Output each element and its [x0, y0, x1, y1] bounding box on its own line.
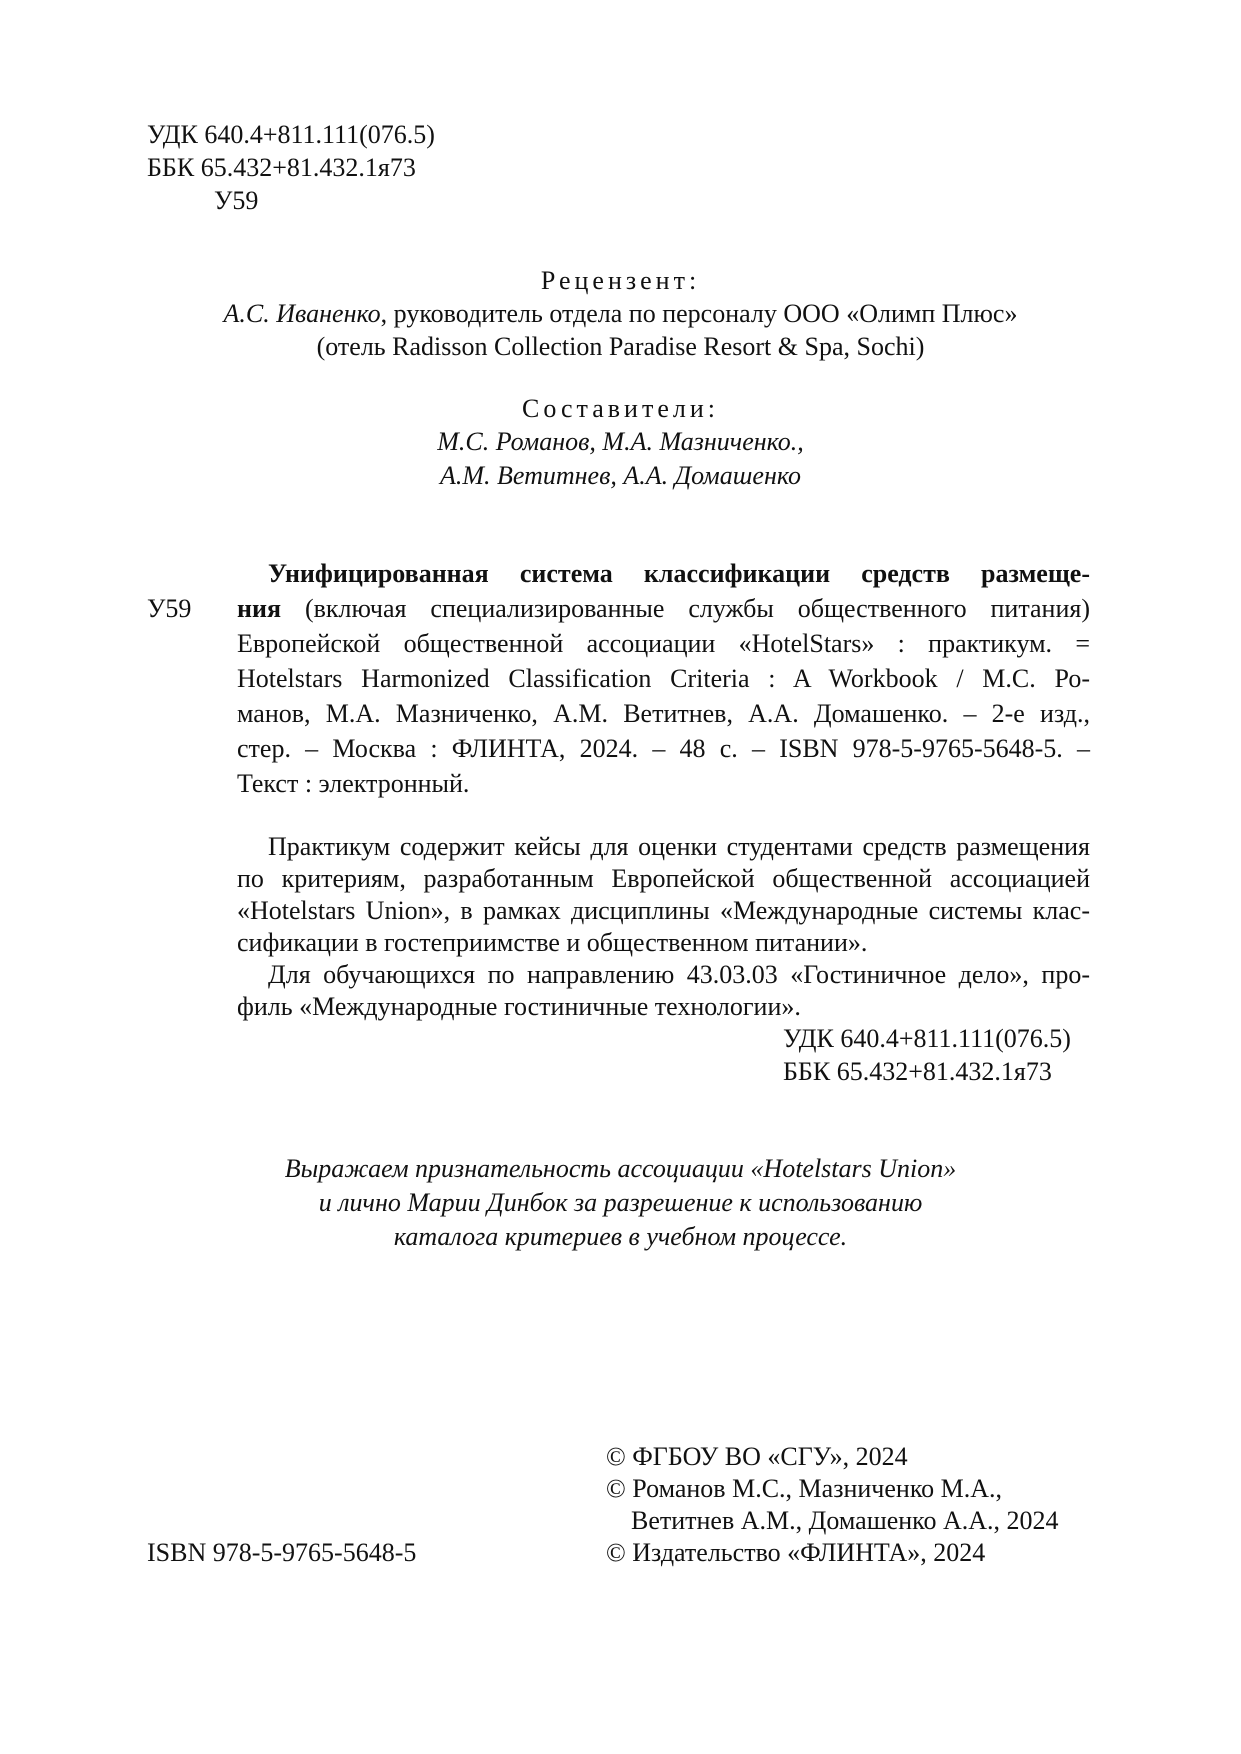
- reviewer-affiliation: (отель Radisson Collection Paradise Resort & Spa, Sochi): [316, 332, 925, 361]
- biblio-line6: стер. – Москва : ФЛИНТА, 2024. – 48 с. – ISBN 978-5-9765-5648-5. –: [237, 734, 1090, 763]
- annotation-line5: Для обучающихся по направлению 43.03.03 «Гостиничное дело», про-: [268, 960, 1090, 989]
- annotation: [237, 830, 1090, 1022]
- acknowledgement-line1: Выражаем признательность ассоциации «Hotelstars Union»: [284, 1154, 957, 1183]
- reviewer-position: , руководитель отдела по персоналу ООО «Олимп Плюс»: [380, 299, 1018, 328]
- copyright-line1: © ФГБОУ ВО «СГУ», 2024: [606, 1442, 908, 1471]
- annotation-udk: УДК 640.4+811.111(076.5): [783, 1024, 1071, 1053]
- udk-code: УДК 640.4+811.111(076.5): [147, 120, 435, 149]
- biblio-line5: манов, М.А. Мазниченко, А.М. Ветитнев, А.А. Домашенко. – 2-е изд.,: [237, 699, 1090, 728]
- annotation-codes: [783, 1022, 1071, 1088]
- biblio-line2-text: (включая специализированные службы общественного питания): [281, 594, 1090, 623]
- biblio-author-mark: У59: [147, 594, 192, 623]
- bibliographic-description: [237, 557, 1090, 802]
- copyright-line2: © Романов М.С., Мазниченко М.А.,: [606, 1474, 1003, 1503]
- reviewer-name: А.С. Иваненко: [223, 299, 381, 328]
- copyright-block: [606, 1440, 1059, 1568]
- compilers-heading: Составители:: [522, 394, 719, 423]
- biblio-title-line1: Унифицированная система классификации средств размеще-: [268, 559, 1090, 588]
- copyright-line4: © Издательство «ФЛИНТА», 2024: [606, 1538, 986, 1567]
- compilers-names-line1: М.С. Романов, М.А. Мазниченко.,: [437, 427, 804, 456]
- acknowledgement: [0, 1152, 1241, 1254]
- annotation-line4: сификации в гостеприимстве и общественном питании».: [237, 928, 868, 957]
- compilers-names-line2: А.М. Ветитнев, А.А. Домашенко: [439, 461, 802, 490]
- annotation-bbk: ББК 65.432+81.432.1я73: [783, 1057, 1052, 1086]
- biblio-title-end: ния: [237, 594, 282, 623]
- biblio-line2: [237, 592, 1090, 627]
- biblio-line4: Hotelstars Harmonized Classification Criteria : A Workbook / М.С. Ро-: [237, 664, 1090, 693]
- annotation-line2: по критериям, разработанным Европейской общественной ассоциацией: [237, 864, 1090, 893]
- isbn: ISBN 978-5-9765-5648-5: [147, 1538, 417, 1567]
- acknowledgement-line3: каталога критериев в учебном процессе.: [393, 1222, 848, 1251]
- copyright-line3: Ветитнев А.М., Домашенко А.А., 2024: [631, 1506, 1059, 1535]
- biblio-line3: Европейской общественной ассоциации «HotelStars» : практикум. =: [237, 629, 1090, 658]
- annotation-line1: Практикум содержит кейсы для оценки студентами средств размещения: [268, 832, 1090, 861]
- acknowledgement-line2: и лично Марии Динбок за разрешение к использованию: [318, 1188, 923, 1217]
- reviewer-heading: Рецензент:: [540, 266, 701, 295]
- annotation-line6: филь «Международные гостиничные технологии».: [237, 992, 801, 1021]
- bbk-code: ББК 65.432+81.432.1я73: [147, 153, 416, 182]
- biblio-line7: Текст : электронный.: [237, 769, 470, 798]
- annotation-line3: «Hotelstars Union», в рамках дисциплины «Международные системы клас-: [237, 896, 1090, 925]
- reviewer-line: [0, 297, 1241, 330]
- classification-block: [147, 118, 435, 217]
- author-mark: У59: [214, 186, 259, 215]
